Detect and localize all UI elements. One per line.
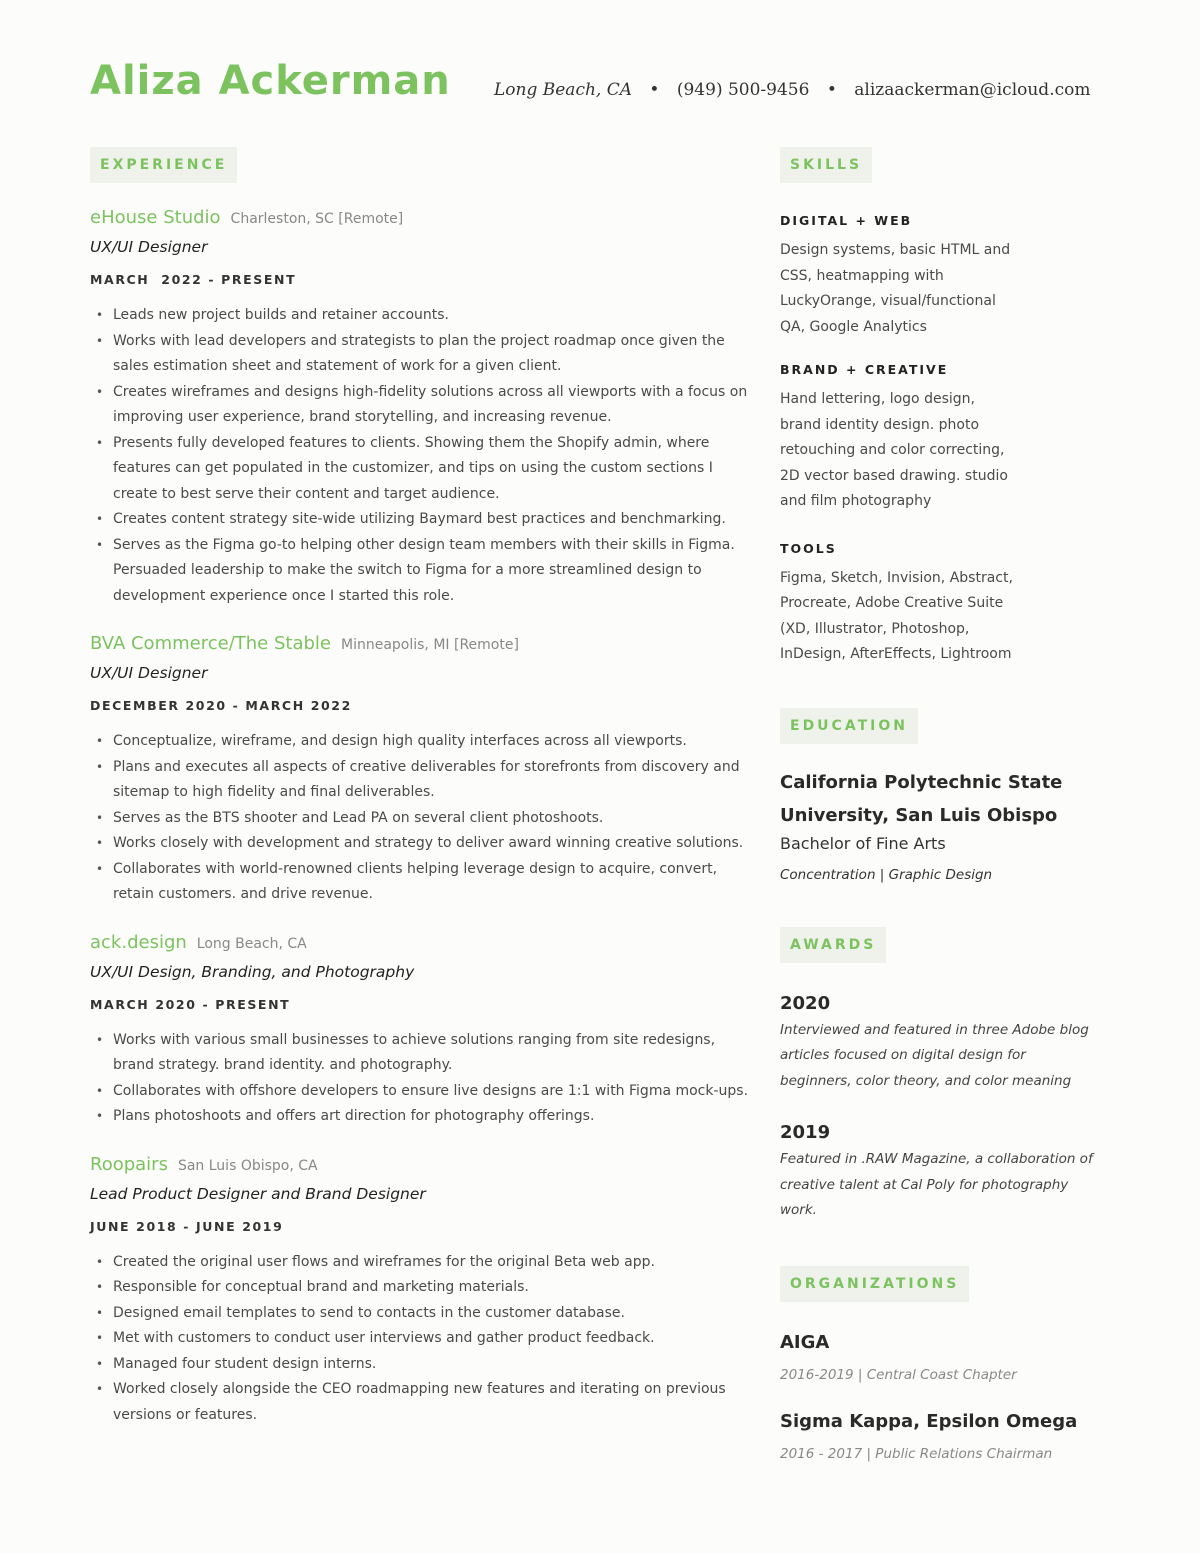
- education-school: California Polytechnic State University, San Luis Obispo: [780, 771, 1063, 826]
- organizations-heading: ORGANIZATIONS: [780, 1266, 969, 1302]
- company-name: Roopairs: [90, 1153, 168, 1175]
- experience-column: [90, 147, 755, 1428]
- job-entry: [90, 932, 755, 1130]
- bullet-item: • Created the original user flows and wireframes for the original Beta web app.: [90, 1250, 755, 1276]
- organization-detail: 2016 - 2017 | Public Relations Chairman: [780, 1445, 1053, 1462]
- bullet-item: • Presents fully developed features to clients. Showing them the Shopify admin, where features can get populated in the customizer, and tips on using the custom sections I create to best serve their content and target audience.: [90, 431, 755, 508]
- job-bullets: [90, 1250, 755, 1429]
- job-role: UX/UI Designer: [90, 238, 208, 256]
- resume-name: Aliza Ackerman: [90, 58, 451, 104]
- organization-name: AIGA: [780, 1331, 830, 1353]
- bullet-item: • Managed four student design interns.: [90, 1352, 755, 1378]
- job-role: UX/UI Designer: [90, 664, 208, 682]
- bullet-item: • Plans and executes all aspects of creative deliverables for storefronts from discovery and sitemap to high fidelity and final deliverables.: [90, 755, 755, 806]
- bullet-item: • Works with various small businesses to achieve solutions ranging from site redesigns, brand strategy. brand identity. and photography.: [90, 1028, 755, 1079]
- job-dates: JUNE 2018 - JUNE 2019: [90, 1218, 284, 1234]
- contact-line: [494, 80, 1090, 100]
- contact-separator: •: [649, 80, 660, 100]
- experience-heading: EXPERIENCE: [90, 147, 237, 183]
- contact-phone[interactable]: (949) 500-9456: [676, 80, 810, 100]
- skill-group-text: Hand lettering, logo design, brand identity design. photo retouching and color correcting, 2D vector based drawing. studio and film photography: [780, 391, 1008, 509]
- bullet-item: • Creates wireframes and designs high-fidelity solutions across all viewports with a focus on improving user experience, brand storytelling, and increasing revenue.: [90, 380, 755, 431]
- job-bullets: [90, 729, 755, 908]
- education-heading: EDUCATION: [780, 708, 918, 744]
- bullet-item: • Collaborates with offshore developers to ensure live designs are 1:1 with Figma mock-ups.: [90, 1079, 755, 1105]
- company-location: Minneapolis, MI [Remote]: [340, 637, 519, 653]
- bullet-item: • Met with customers to conduct user interviews and gather product feedback.: [90, 1326, 755, 1352]
- company-name: BVA Commerce/The Stable: [90, 633, 331, 654]
- award-text: Featured in .RAW Magazine, a collaboration of creative talent at Cal Poly for photography work.: [780, 1151, 1093, 1218]
- award-year: 2020: [780, 992, 831, 1014]
- skill-group-title: BRAND + CREATIVE: [780, 362, 949, 377]
- sidebar-column: [780, 147, 1170, 1462]
- education-degree: Bachelor of Fine Arts: [780, 833, 946, 853]
- award-year: 2019: [780, 1122, 831, 1143]
- job-dates: DECEMBER 2020 - MARCH 2022: [90, 698, 352, 713]
- bullet-item: • Conceptualize, wireframe, and design high quality interfaces across all viewports.: [90, 729, 755, 755]
- company-location: Long Beach, CA: [196, 935, 307, 952]
- bullet-item: • Leads new project builds and retainer accounts.: [90, 303, 755, 329]
- job-bullets: [90, 1028, 755, 1130]
- bullet-item: • Collaborates with world-renowned clients helping leverage design to acquire, convert, retain customers. and drive revenue.: [90, 857, 755, 908]
- company-location: Charleston, SC [Remote]: [230, 211, 404, 227]
- organization-detail: 2016-2019 | Central Coast Chapter: [780, 1366, 1017, 1383]
- bullet-item: • Serves as the BTS shooter and Lead PA on several client photoshoots.: [90, 806, 755, 832]
- bullet-item: • Responsible for conceptual brand and marketing materials.: [90, 1275, 755, 1301]
- bullet-item: • Creates content strategy site-wide utilizing Baymard best practices and benchmarking.: [90, 507, 755, 533]
- contact-separator: •: [826, 80, 837, 100]
- contact-city: Long Beach, CA: [494, 80, 633, 100]
- bullet-item: • Plans photoshoots and offers art direction for photography offerings.: [90, 1104, 755, 1130]
- company-location: San Luis Obispo, CA: [177, 1157, 318, 1174]
- job-entry: [90, 207, 755, 609]
- skill-group-text: Figma, Sketch, Invision, Abstract, Procreate, Adobe Creative Suite (XD, Illustrator, Photoshop, InDesign, AfterEffects, Lightroom: [780, 569, 1013, 662]
- awards-heading: AWARDS: [780, 927, 886, 963]
- company-name: ack.design: [90, 931, 187, 953]
- organization-name: Sigma Kappa, Epsilon Omega: [780, 1410, 1078, 1432]
- job-entry: [90, 633, 755, 908]
- job-bullets: [90, 303, 755, 609]
- bullet-item: • Worked closely alongside the CEO roadmapping new features and iterating on previous versions or features.: [90, 1377, 755, 1428]
- award-text: Interviewed and featured in three Adobe blog articles focused on digital design for beginners, color theory, and color meaning: [780, 1021, 1089, 1089]
- job-dates: MARCH 2022 - PRESENT: [90, 272, 297, 287]
- skill-group-title: DIGITAL + WEB: [780, 213, 913, 228]
- contact-email[interactable]: alizaackerman@icloud.com: [854, 80, 1091, 100]
- job-role: UX/UI Design, Branding, and Photography: [90, 962, 415, 981]
- job-role: Lead Product Designer and Brand Designer: [90, 1184, 426, 1203]
- bullet-item: • Serves as the Figma go-to helping other design team members with their skills in Figma. Persuaded leadership to make the switch to Figma for a more streamlined design to development experience once I started this role.: [90, 533, 755, 610]
- skills-heading: SKILLS: [780, 147, 872, 183]
- bullet-item: • Works closely with development and strategy to deliver award winning creative solutions.: [90, 831, 755, 857]
- skill-group-title: TOOLS: [780, 540, 837, 556]
- education-concentration: Concentration | Graphic Design: [780, 866, 993, 883]
- bullet-item: • Works with lead developers and strategists to plan the project roadmap once given the sales estimation sheet and statement of work for a given client.: [90, 329, 755, 380]
- skill-group-text: Design systems, basic HTML and CSS, heatmapping with LuckyOrange, visual/functional QA, Google Analytics: [780, 242, 1011, 335]
- job-dates: MARCH 2020 - PRESENT: [90, 996, 291, 1012]
- company-name: eHouse Studio: [90, 207, 221, 228]
- job-entry: [90, 1154, 755, 1429]
- bullet-item: • Designed email templates to send to contacts in the customer database.: [90, 1301, 755, 1327]
